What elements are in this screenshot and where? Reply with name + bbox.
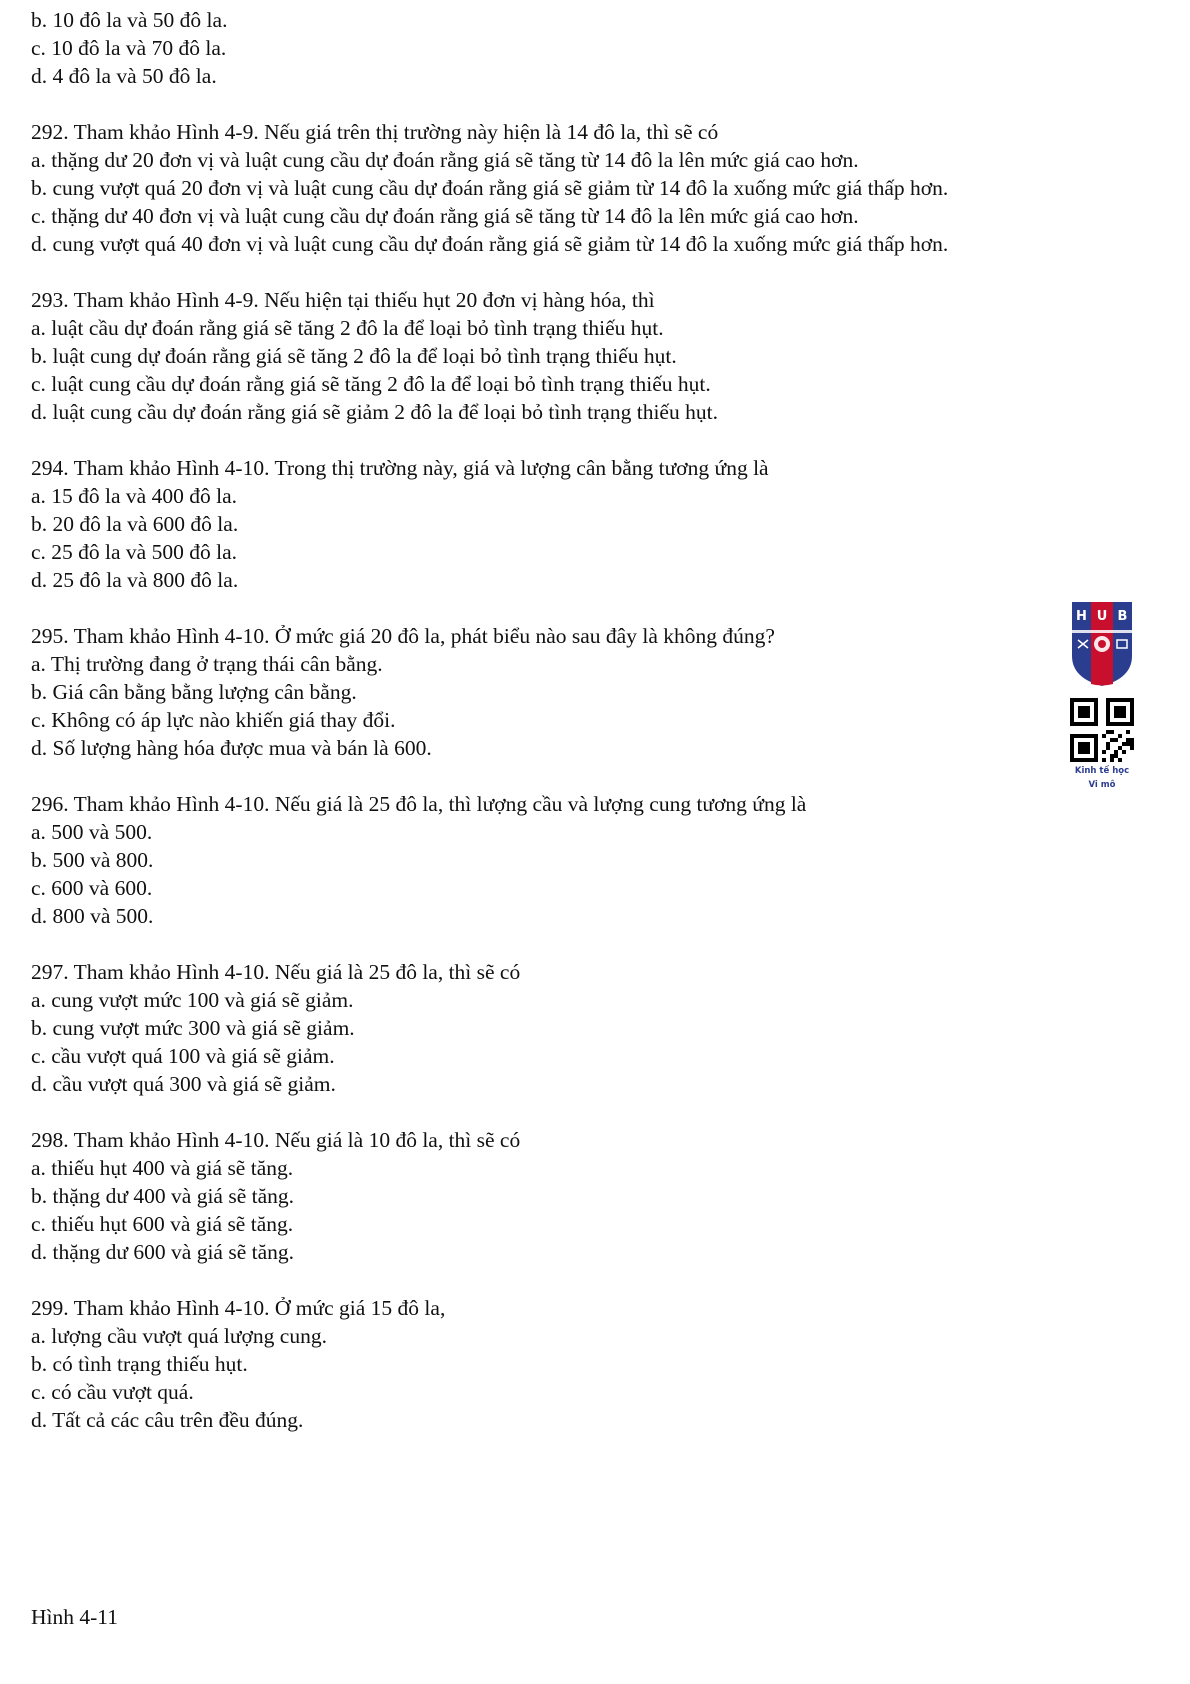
hub-letter-h: H bbox=[1076, 609, 1087, 624]
hub-letter-u: U bbox=[1096, 609, 1108, 624]
answer-option: b. có tình trạng thiếu hụt. bbox=[31, 1352, 248, 1376]
question-stem: 292. Tham khảo Hình 4-9. Nếu giá trên thị trường này hiện là 14 đô la, thì sẽ có bbox=[31, 120, 719, 144]
answer-option: a. cung vượt mức 100 và giá sẽ giảm. bbox=[31, 988, 354, 1012]
question-stem: 295. Tham khảo Hình 4-10. Ở mức giá 20 đô la, phát biểu nào sau đây là không đúng? bbox=[31, 624, 775, 648]
answer-option: c. 25 đô la và 500 đô la. bbox=[31, 540, 237, 564]
answer-option: b. 500 và 800. bbox=[31, 848, 154, 872]
answer-option: a. Thị trường đang ở trạng thái cân bằng. bbox=[31, 652, 383, 676]
badge-caption-line1: Kinh tế học bbox=[1074, 766, 1130, 776]
figure-caption: Hình 4-11 bbox=[31, 1605, 118, 1629]
question-stem: 293. Tham khảo Hình 4-9. Nếu hiện tại thiếu hụt 20 đơn vị hàng hóa, thì bbox=[31, 288, 655, 312]
paragraph-gap bbox=[31, 1266, 1071, 1294]
hub-badge bbox=[1066, 598, 1138, 800]
answer-option: c. có cầu vượt quá. bbox=[31, 1380, 194, 1404]
answer-option: d. 25 đô la và 800 đô la. bbox=[31, 568, 239, 592]
answer-option: c. Không có áp lực nào khiến giá thay đổi. bbox=[31, 708, 396, 732]
answer-option: c. thặng dư 40 đơn vị và luật cung cầu dự đoán rằng giá sẽ tăng từ 14 đô la lên mức giá cao hơn. bbox=[31, 204, 859, 228]
answer-option: a. 500 và 500. bbox=[31, 820, 153, 844]
answer-option: d. cung vượt quá 40 đơn vị và luật cung cầu dự đoán rằng giá sẽ giảm từ 14 đô la xuống mức giá thấp hơn. bbox=[31, 232, 949, 256]
qr-code-icon[interactable] bbox=[1070, 698, 1134, 762]
question-stem: 298. Tham khảo Hình 4-10. Nếu giá là 10 đô la, thì sẽ có bbox=[31, 1128, 521, 1152]
answer-option: c. 600 và 600. bbox=[31, 876, 153, 900]
paragraph-gap bbox=[31, 90, 1071, 118]
answer-option: c. 10 đô la và 70 đô la. bbox=[31, 36, 227, 60]
answer-option: b. cung vượt mức 300 và giá sẽ giảm. bbox=[31, 1016, 355, 1040]
answer-option: d. luật cung cầu dự đoán rằng giá sẽ giảm 2 đô la để loại bỏ tình trạng thiếu hụt. bbox=[31, 400, 718, 424]
answer-option: a. thiếu hụt 400 và giá sẽ tăng. bbox=[31, 1156, 294, 1180]
answer-option: d. thặng dư 600 và giá sẽ tăng. bbox=[31, 1240, 295, 1264]
answer-option: a. luật cầu dự đoán rằng giá sẽ tăng 2 đô la để loại bỏ tình trạng thiếu hụt. bbox=[31, 316, 664, 340]
answer-option: b. thặng dư 400 và giá sẽ tăng. bbox=[31, 1184, 295, 1208]
question-stem: 299. Tham khảo Hình 4-10. Ở mức giá 15 đô la, bbox=[31, 1296, 446, 1320]
paragraph-gap bbox=[31, 930, 1071, 958]
answer-option: d. 4 đô la và 50 đô la. bbox=[31, 64, 217, 88]
answer-option: b. 10 đô la và 50 đô la. bbox=[31, 8, 228, 32]
answer-option: b. 20 đô la và 600 đô la. bbox=[31, 512, 239, 536]
answer-option: c. thiếu hụt 600 và giá sẽ tăng. bbox=[31, 1212, 294, 1236]
answer-option: a. lượng cầu vượt quá lượng cung. bbox=[31, 1324, 327, 1348]
answer-option: d. 800 và 500. bbox=[31, 904, 154, 928]
question-stem: 294. Tham khảo Hình 4-10. Trong thị trường này, giá và lượng cân bằng tương ứng là bbox=[31, 456, 769, 480]
answer-option: b. cung vượt quá 20 đơn vị và luật cung cầu dự đoán rằng giá sẽ giảm từ 14 đô la xuống mức giá thấp hơn. bbox=[31, 176, 949, 200]
answer-option: c. cầu vượt quá 100 và giá sẽ giảm. bbox=[31, 1044, 335, 1068]
paragraph-gap bbox=[31, 762, 1071, 790]
answer-option: b. Giá cân bằng bằng lượng cân bằng. bbox=[31, 680, 357, 704]
answer-option: c. luật cung cầu dự đoán rằng giá sẽ tăng 2 đô la để loại bỏ tình trạng thiếu hụt. bbox=[31, 372, 711, 396]
paragraph-gap bbox=[31, 258, 1071, 286]
answer-option: a. 15 đô la và 400 đô la. bbox=[31, 484, 237, 508]
paragraph-gap bbox=[31, 594, 1071, 622]
question-stem: 296. Tham khảo Hình 4-10. Nếu giá là 25 đô la, thì lượng cầu và lượng cung tương ứng là bbox=[31, 792, 807, 816]
badge-caption-line2: Vi mô bbox=[1088, 780, 1116, 790]
answer-option: b. luật cung dự đoán rằng giá sẽ tăng 2 đô la để loại bỏ tình trạng thiếu hụt. bbox=[31, 344, 677, 368]
paragraph-gap bbox=[31, 1098, 1071, 1126]
paragraph-gap bbox=[31, 426, 1071, 454]
answer-option: d. cầu vượt quá 300 và giá sẽ giảm. bbox=[31, 1072, 336, 1096]
hub-shield-logo bbox=[1070, 598, 1134, 688]
answer-option: d. Số lượng hàng hóa được mua và bán là 600. bbox=[31, 736, 432, 760]
document-body bbox=[31, 6, 1071, 1434]
hub-letter-b: B bbox=[1117, 609, 1128, 624]
question-stem: 297. Tham khảo Hình 4-10. Nếu giá là 25 đô la, thì sẽ có bbox=[31, 960, 521, 984]
answer-option: d. Tất cả các câu trên đều đúng. bbox=[31, 1408, 304, 1432]
answer-option: a. thặng dư 20 đơn vị và luật cung cầu dự đoán rằng giá sẽ tăng từ 14 đô la lên mức giá cao hơn. bbox=[31, 148, 859, 172]
